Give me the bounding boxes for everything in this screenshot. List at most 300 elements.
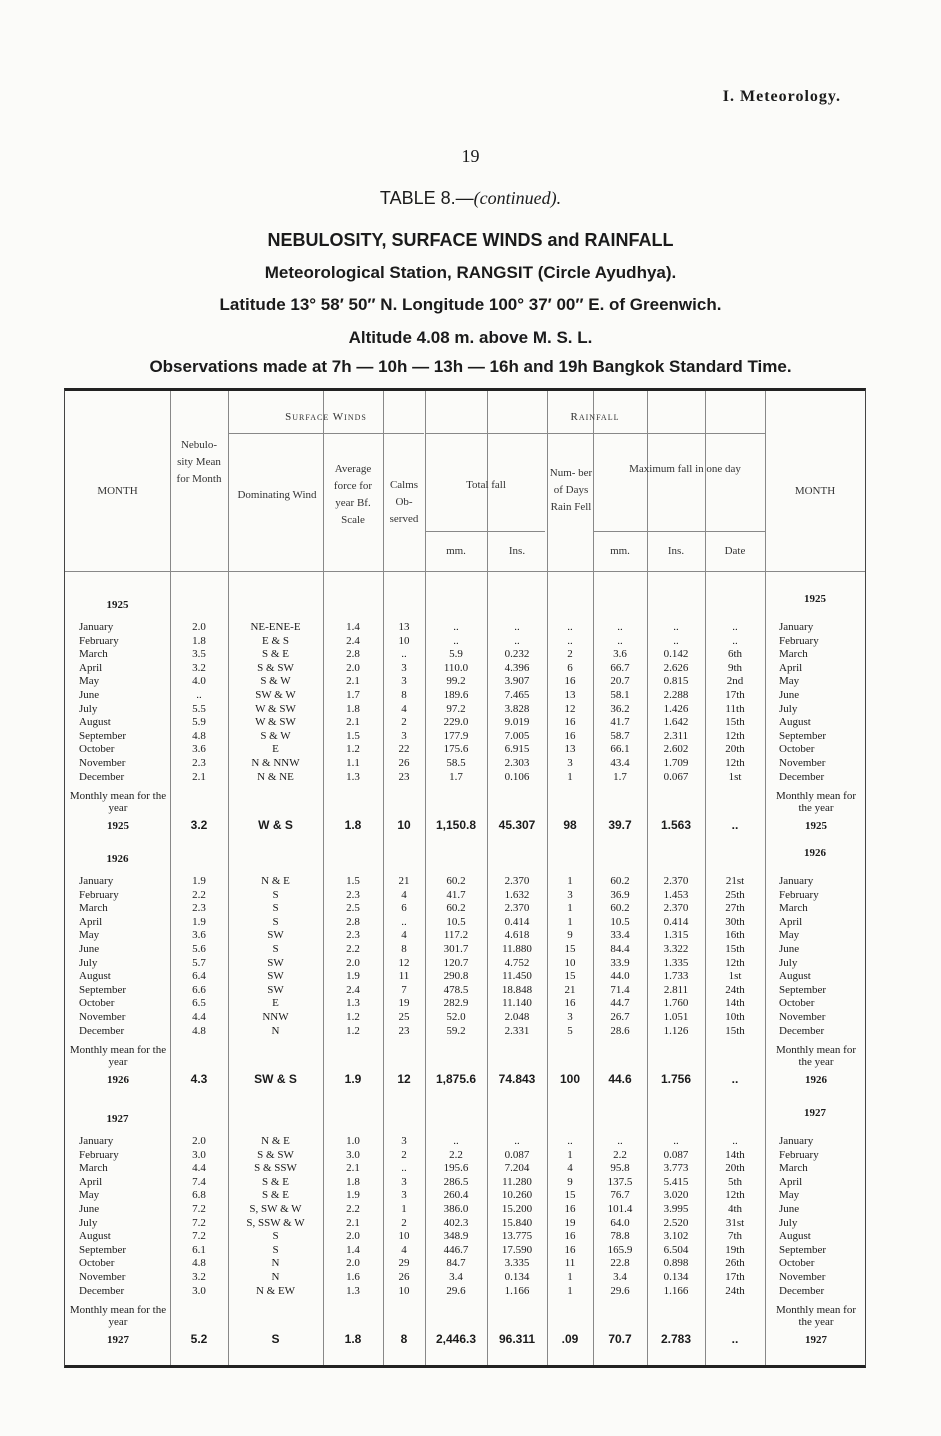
month-label-right: August <box>779 970 811 983</box>
rain-days-cell: 5 <box>567 1024 573 1037</box>
monthly-mean-year-right: 1926 <box>805 1074 827 1087</box>
table-caption-suffix: (continued). <box>473 188 562 208</box>
mean-average-force: 1.9 <box>344 1072 362 1087</box>
monthly-mean-year-left: 1925 <box>107 820 129 833</box>
max-mm-cell: 137.5 <box>607 1175 633 1188</box>
mean-calms: 10 <box>397 818 411 833</box>
nebulosity-cell: 7.2 <box>192 1203 206 1215</box>
max-date-cell: 27th <box>725 902 745 915</box>
nebulosity-cell: 5.9 <box>192 716 206 729</box>
total-ins-cell: 10.260 <box>501 1189 533 1202</box>
max-ins-cell: 1.166 <box>663 1284 689 1297</box>
mean-max-ins: 2.783 <box>660 1332 692 1347</box>
month-label-right: July <box>779 702 798 715</box>
rain-days-cell: 13 <box>564 689 576 701</box>
heading-coordinates: Latitude 13° 58′ 50″ N. Longitude 100° 37′ 00″ E. of Greenwich. <box>219 295 722 314</box>
max-mm-cell: 58.7 <box>610 729 630 742</box>
total-ins-cell: 2.048 <box>504 1011 530 1023</box>
calms-cell: 4 <box>401 702 407 715</box>
nebulosity-cell: 2.0 <box>192 621 206 633</box>
max-date-cell: 12th <box>725 729 745 742</box>
rain-days-cell: 16 <box>564 1243 576 1256</box>
dominating-wind-cell: N & EW <box>255 1284 296 1297</box>
max-date-cell: 2nd <box>726 675 744 688</box>
max-date-cell: 15th <box>725 716 745 729</box>
month-label-right: February <box>779 634 819 647</box>
header-nebulosity: Nebulo- sity Mean for Month <box>176 439 222 486</box>
total-ins-cell: 0.087 <box>504 1148 530 1161</box>
total-mm-cell: 301.7 <box>443 943 469 955</box>
max-ins-cell: 2.520 <box>663 1216 689 1229</box>
max-date-cell: 25th <box>725 888 745 901</box>
dominating-wind-cell: SW & W <box>255 689 296 701</box>
total-mm-cell: .. <box>453 634 459 647</box>
max-ins-cell: 1.733 <box>663 970 689 983</box>
max-ins-cell: 5.415 <box>663 1175 689 1188</box>
max-ins-cell: 1.642 <box>663 716 689 729</box>
mean-dominating-wind: W & S <box>258 818 293 833</box>
month-label-right: February <box>779 1148 819 1161</box>
max-mm-cell: 41.7 <box>610 716 630 729</box>
total-ins-cell: 3.335 <box>504 1257 530 1270</box>
max-ins-cell: 2.311 <box>663 729 689 742</box>
average-force-cell: 2.1 <box>346 716 360 729</box>
nebulosity-cell: 3.2 <box>192 661 206 674</box>
calms-cell: 3 <box>401 1135 407 1147</box>
nebulosity-cell: 6.5 <box>192 997 206 1010</box>
total-ins-cell: 3.907 <box>504 675 530 688</box>
mean-max-ins: 1.563 <box>660 818 692 833</box>
mean-max-mm: 39.7 <box>608 818 632 833</box>
nebulosity-cell: .. <box>196 689 202 701</box>
max-ins-cell: .. <box>673 621 679 633</box>
monthly-mean-year-right: 1927 <box>805 1334 827 1347</box>
mean-total-mm: 1,150.8 <box>435 818 477 833</box>
month-label-right: December <box>779 1024 825 1037</box>
total-mm-cell: 290.8 <box>443 970 469 983</box>
month-label-left: July <box>79 702 98 715</box>
max-mm-cell: 1.7 <box>613 770 627 783</box>
total-ins-cell: .. <box>514 1135 520 1147</box>
nebulosity-cell: 3.5 <box>192 648 206 661</box>
average-force-cell: 1.9 <box>346 1189 360 1202</box>
nebulosity-cell: 2.3 <box>192 757 206 769</box>
monthly-mean-year-left: 1926 <box>107 1074 129 1087</box>
month-label-left: May <box>79 1189 100 1202</box>
max-date-cell: 31st <box>725 1216 745 1229</box>
max-mm-cell: 43.4 <box>610 757 630 769</box>
month-label-right: October <box>779 743 815 756</box>
nebulosity-cell: 1.9 <box>192 915 206 928</box>
month-label-right: May <box>779 1189 800 1202</box>
max-mm-cell: 29.6 <box>610 1284 630 1297</box>
max-date-cell: 6th <box>727 648 743 661</box>
total-mm-cell: 99.2 <box>446 675 466 688</box>
monthly-mean-label-left: Monthly mean for the year <box>69 790 167 815</box>
max-ins-cell: 2.370 <box>663 875 689 887</box>
total-mm-cell: 386.0 <box>443 1203 469 1215</box>
month-label-right: September <box>779 1243 827 1256</box>
total-ins-cell: 0.232 <box>504 648 530 661</box>
rain-days-cell: 19 <box>564 1216 576 1229</box>
calms-cell: 3 <box>401 729 407 742</box>
total-ins-cell: 11.140 <box>502 997 532 1010</box>
month-label-right: August <box>779 1230 811 1243</box>
month-label-right: October <box>779 997 815 1010</box>
nebulosity-cell: 4.4 <box>192 1162 206 1175</box>
total-ins-cell: 7.005 <box>504 729 530 742</box>
max-ins-cell: 0.087 <box>663 1148 689 1161</box>
total-mm-cell: 189.6 <box>443 689 469 701</box>
rain-days-cell: 16 <box>564 997 576 1010</box>
calms-cell: 10 <box>398 1230 410 1243</box>
page-number: 19 <box>461 146 480 166</box>
month-label-left: September <box>79 983 127 996</box>
max-date-cell: 14th <box>725 1148 745 1161</box>
calms-cell: 2 <box>401 1148 407 1161</box>
total-mm-cell: 60.2 <box>446 875 466 887</box>
average-force-cell: 1.4 <box>346 1243 360 1256</box>
max-date-cell: 9th <box>727 661 743 674</box>
max-ins-cell: 1.126 <box>663 1024 689 1037</box>
max-ins-cell: 0.414 <box>663 915 689 928</box>
max-mm-cell: .. <box>617 634 623 647</box>
month-label-left: July <box>79 956 98 969</box>
monthly-mean-year-right: 1925 <box>805 820 827 833</box>
total-ins-cell: 0.134 <box>504 1271 530 1283</box>
header-month-right: MONTH <box>794 485 836 497</box>
max-ins-cell: 3.995 <box>663 1203 689 1215</box>
rain-days-cell: 1 <box>567 1271 573 1283</box>
max-mm-cell: 2.2 <box>613 1148 627 1161</box>
max-ins-cell: 2.288 <box>663 689 689 701</box>
month-label-left: August <box>79 716 111 729</box>
dominating-wind-cell: W & SW <box>255 702 296 715</box>
nebulosity-cell: 3.0 <box>192 1148 206 1161</box>
max-date-cell: 14th <box>725 997 745 1010</box>
average-force-cell: 1.8 <box>346 702 360 715</box>
total-ins-cell: 1.632 <box>504 888 530 901</box>
dominating-wind-cell: SW <box>267 956 284 969</box>
total-mm-cell: 29.6 <box>446 1284 466 1297</box>
total-mm-cell: 41.7 <box>446 888 466 901</box>
month-label-left: March <box>79 1162 108 1175</box>
total-ins-cell: .. <box>514 634 520 647</box>
month-label-left: August <box>79 970 111 983</box>
total-ins-cell: 13.775 <box>501 1230 533 1243</box>
month-label-left: December <box>79 1024 125 1037</box>
nebulosity-cell: 4.4 <box>192 1011 206 1023</box>
total-ins-cell: 2.370 <box>504 902 530 915</box>
heading-observations: Observations made at 7h — 10h — 13h — 16h and 19h Bangkok Standard Time. <box>149 357 792 376</box>
dominating-wind-cell: S, SSW & W <box>246 1216 305 1229</box>
rain-days-cell: 1 <box>567 915 573 928</box>
max-mm-cell: 84.4 <box>610 943 630 955</box>
nebulosity-cell: 2.1 <box>192 770 206 783</box>
total-mm-cell: 177.9 <box>443 729 469 742</box>
month-label-right: April <box>779 1175 803 1188</box>
max-date-cell: 24th <box>725 983 745 996</box>
month-label-right: June <box>779 689 800 701</box>
mean-max-mm: 44.6 <box>608 1072 632 1087</box>
mean-total-ins: 45.307 <box>498 818 536 833</box>
max-ins-cell: 2.370 <box>663 902 689 915</box>
max-ins-cell: 0.134 <box>663 1271 689 1283</box>
header-month-left: MONTH <box>97 485 138 497</box>
dominating-wind-cell: E & S <box>262 634 289 647</box>
dominating-wind-cell: S & E <box>262 648 289 661</box>
max-date-cell: .. <box>732 1135 738 1147</box>
rain-days-cell: 15 <box>564 970 576 983</box>
calms-cell: .. <box>401 1162 407 1175</box>
max-ins-cell: 1.051 <box>663 1011 689 1023</box>
month-label-left: January <box>79 875 114 887</box>
dominating-wind-cell: S & SW <box>257 1148 294 1161</box>
dominating-wind-cell: S <box>272 888 279 901</box>
calms-cell: 25 <box>398 1011 410 1023</box>
max-mm-cell: 66.1 <box>610 743 630 756</box>
nebulosity-cell: 6.1 <box>192 1243 206 1256</box>
rain-days-cell: .. <box>567 1135 573 1147</box>
dominating-wind-cell: E <box>272 997 279 1010</box>
month-label-left: October <box>79 1257 115 1270</box>
year-label-left: 1926 <box>106 853 129 865</box>
dominating-wind-cell: N <box>271 1024 280 1037</box>
nebulosity-cell: 7.4 <box>192 1175 206 1188</box>
nebulosity-cell: 4.0 <box>192 675 206 688</box>
average-force-cell: 1.3 <box>346 1284 360 1297</box>
nebulosity-cell: 5.5 <box>192 702 206 715</box>
calms-cell: 7 <box>401 983 407 996</box>
mean-rain-days: .09 <box>561 1332 579 1347</box>
month-label-left: April <box>79 1175 103 1188</box>
calms-cell: 19 <box>398 997 410 1010</box>
calms-cell: 3 <box>401 1175 407 1188</box>
average-force-cell: 1.7 <box>346 689 360 701</box>
total-mm-cell: 52.0 <box>446 1011 466 1023</box>
max-ins-cell: 3.102 <box>663 1230 689 1243</box>
max-date-cell: 12th <box>725 757 745 769</box>
average-force-cell: 2.2 <box>346 1203 360 1215</box>
max-mm-cell: 33.9 <box>610 956 630 969</box>
mean-nebulosity: 4.3 <box>190 1072 208 1087</box>
average-force-cell: 2.0 <box>346 956 360 969</box>
calms-cell: 22 <box>398 743 410 756</box>
average-force-cell: 2.8 <box>346 915 360 928</box>
heading-title: NEBULOSITY, SURFACE WINDS and RAINFALL <box>267 230 674 250</box>
table-caption <box>0 188 941 209</box>
month-label-right: April <box>779 661 803 674</box>
mean-nebulosity: 3.2 <box>190 818 208 833</box>
max-date-cell: .. <box>732 621 738 633</box>
total-mm-cell: 58.5 <box>446 757 466 769</box>
mean-max-date: .. <box>731 1072 739 1087</box>
month-label-left: July <box>79 1216 98 1229</box>
average-force-cell: 2.1 <box>346 675 360 688</box>
max-ins-cell: 0.898 <box>663 1257 689 1270</box>
nebulosity-cell: 3.6 <box>192 929 206 942</box>
calms-cell: 11 <box>398 970 410 983</box>
month-label-right: March <box>779 1162 808 1175</box>
month-label-left: December <box>79 770 125 783</box>
total-ins-cell: 7.204 <box>504 1162 530 1175</box>
total-ins-cell: 0.106 <box>504 770 530 783</box>
average-force-cell: 2.1 <box>346 1162 360 1175</box>
dominating-wind-cell: S & E <box>262 1189 289 1202</box>
dominating-wind-cell: SW <box>267 970 284 983</box>
nebulosity-cell: 4.8 <box>192 1257 206 1270</box>
max-mm-cell: 3.4 <box>613 1271 627 1283</box>
monthly-mean-label-right: Monthly mean for the year <box>775 1044 857 1069</box>
dominating-wind-cell: S, SW & W <box>249 1203 302 1215</box>
rain-days-cell: 1 <box>567 1284 573 1297</box>
dominating-wind-cell: S <box>272 915 279 928</box>
average-force-cell: 2.0 <box>346 1257 360 1270</box>
max-ins-cell: 0.067 <box>663 770 689 783</box>
nebulosity-cell: 3.2 <box>192 1271 206 1283</box>
month-label-right: April <box>779 915 803 928</box>
header-average-force: Average force for year Bf. Scale <box>333 463 373 527</box>
max-date-cell: 16th <box>725 929 745 942</box>
year-label-right: 1925 <box>804 593 826 605</box>
dominating-wind-cell: S & SW <box>257 661 294 674</box>
nebulosity-cell: 2.0 <box>192 1135 206 1147</box>
rain-days-cell: 10 <box>564 956 576 969</box>
month-label-left: September <box>79 729 127 742</box>
month-label-right: July <box>779 1216 798 1229</box>
max-date-cell: 4th <box>727 1203 743 1215</box>
mean-dominating-wind: S <box>271 1332 280 1347</box>
total-ins-cell: 9.019 <box>504 716 530 729</box>
dominating-wind-cell: N <box>271 1257 280 1270</box>
mean-total-ins: 96.311 <box>498 1332 536 1347</box>
calms-cell: 26 <box>398 757 410 769</box>
month-label-left: May <box>79 929 100 942</box>
calms-cell: 10 <box>398 634 410 647</box>
rain-days-cell: 6 <box>567 661 573 674</box>
month-label-right: December <box>779 770 825 783</box>
header-rainfall: Rainfall <box>570 411 620 423</box>
header-max-fall: Maximum fall in one day <box>629 463 741 475</box>
rain-days-cell: 3 <box>567 1011 573 1023</box>
max-date-cell: 24th <box>725 1284 745 1297</box>
header-total-mm: mm. <box>446 545 466 557</box>
month-label-right: January <box>779 621 814 633</box>
max-date-cell: 19th <box>725 1243 745 1256</box>
month-label-left: May <box>79 675 100 688</box>
max-mm-cell: 64.0 <box>610 1216 630 1229</box>
total-mm-cell: 229.0 <box>443 716 469 729</box>
total-mm-cell: 110.0 <box>443 661 469 674</box>
rain-days-cell: 16 <box>564 1230 576 1243</box>
max-ins-cell: 3.020 <box>663 1189 689 1202</box>
nebulosity-cell: 2.3 <box>192 902 206 915</box>
dominating-wind-cell: NE-ENE-E <box>250 621 301 633</box>
max-date-cell: 20th <box>725 1162 745 1175</box>
total-ins-cell: 4.396 <box>504 661 530 674</box>
max-mm-cell: 58.1 <box>610 689 630 701</box>
nebulosity-cell: 7.2 <box>192 1216 206 1229</box>
max-mm-cell: 22.8 <box>610 1257 630 1270</box>
month-label-right: January <box>779 875 814 887</box>
calms-cell: 2 <box>401 1216 407 1229</box>
calms-cell: 1 <box>401 1203 407 1215</box>
total-mm-cell: 117.2 <box>443 929 469 942</box>
dominating-wind-cell: S <box>272 902 279 915</box>
heading-station: Meteorological Station, RANGSIT (Circle Ayudhya). <box>264 263 677 282</box>
rain-days-cell: 16 <box>564 675 576 688</box>
calms-cell: 21 <box>398 875 410 887</box>
mean-max-date: .. <box>731 1332 739 1347</box>
monthly-mean-label-right: Monthly mean for the year <box>775 1304 857 1329</box>
dominating-wind-cell: NNW <box>262 1011 289 1023</box>
max-ins-cell: 1.760 <box>663 997 689 1010</box>
max-date-cell: 7th <box>727 1230 743 1243</box>
max-ins-cell: .. <box>673 1135 679 1147</box>
rain-days-cell: 16 <box>564 1203 576 1215</box>
header-max-mm: mm. <box>610 545 630 557</box>
calms-cell: 26 <box>398 1271 410 1283</box>
data-table <box>64 388 866 1368</box>
max-date-cell: 26th <box>725 1257 745 1270</box>
month-label-left: October <box>79 743 115 756</box>
heading-altitude: Altitude 4.08 m. above M. S. L. <box>348 328 593 347</box>
month-label-left: November <box>79 1271 126 1283</box>
rain-days-cell: 13 <box>564 743 576 756</box>
average-force-cell: 3.0 <box>346 1148 360 1161</box>
calms-cell: 29 <box>398 1257 410 1270</box>
max-ins-cell: 2.626 <box>663 661 689 674</box>
total-mm-cell: 402.3 <box>443 1216 469 1229</box>
total-ins-cell: 17.590 <box>501 1243 533 1256</box>
max-date-cell: 1st <box>728 970 742 983</box>
calms-cell: 3 <box>401 661 407 674</box>
max-date-cell: 10th <box>725 1011 745 1023</box>
max-date-cell: .. <box>732 634 738 647</box>
total-mm-cell: 282.9 <box>443 997 469 1010</box>
total-mm-cell: 60.2 <box>446 902 466 915</box>
max-mm-cell: 28.6 <box>610 1024 630 1037</box>
dominating-wind-cell: S & W <box>260 675 291 688</box>
rain-days-cell: 15 <box>564 943 576 955</box>
nebulosity-cell: 6.4 <box>192 970 206 983</box>
max-mm-cell: 36.2 <box>610 702 630 715</box>
dominating-wind-cell: N & E <box>261 1135 290 1147</box>
calms-cell: .. <box>401 648 407 661</box>
rain-days-cell: 3 <box>567 888 573 901</box>
year-label-left: 1927 <box>106 1113 129 1125</box>
running-head: I. Meteorology. <box>722 88 841 105</box>
average-force-cell: 1.6 <box>346 1271 360 1283</box>
average-force-cell: 1.5 <box>346 729 360 742</box>
month-label-right: May <box>779 929 800 942</box>
dominating-wind-cell: S & SSW <box>254 1162 297 1175</box>
header-max-ins: Ins. <box>667 545 685 557</box>
month-label-left: February <box>79 888 119 901</box>
max-ins-cell: 0.815 <box>663 675 689 688</box>
average-force-cell: 2.8 <box>346 648 360 661</box>
total-ins-cell: 2.303 <box>504 757 530 769</box>
mean-max-mm: 70.7 <box>608 1332 632 1347</box>
dominating-wind-cell: E <box>272 743 279 756</box>
total-ins-cell: 11.880 <box>502 943 532 955</box>
total-mm-cell: 446.7 <box>443 1243 469 1256</box>
mean-total-mm: 2,446.3 <box>435 1332 477 1347</box>
max-date-cell: 17th <box>725 1271 745 1283</box>
dominating-wind-cell: S <box>272 1243 279 1256</box>
mean-total-mm: 1,875.6 <box>435 1072 477 1087</box>
month-label-left: September <box>79 1243 127 1256</box>
